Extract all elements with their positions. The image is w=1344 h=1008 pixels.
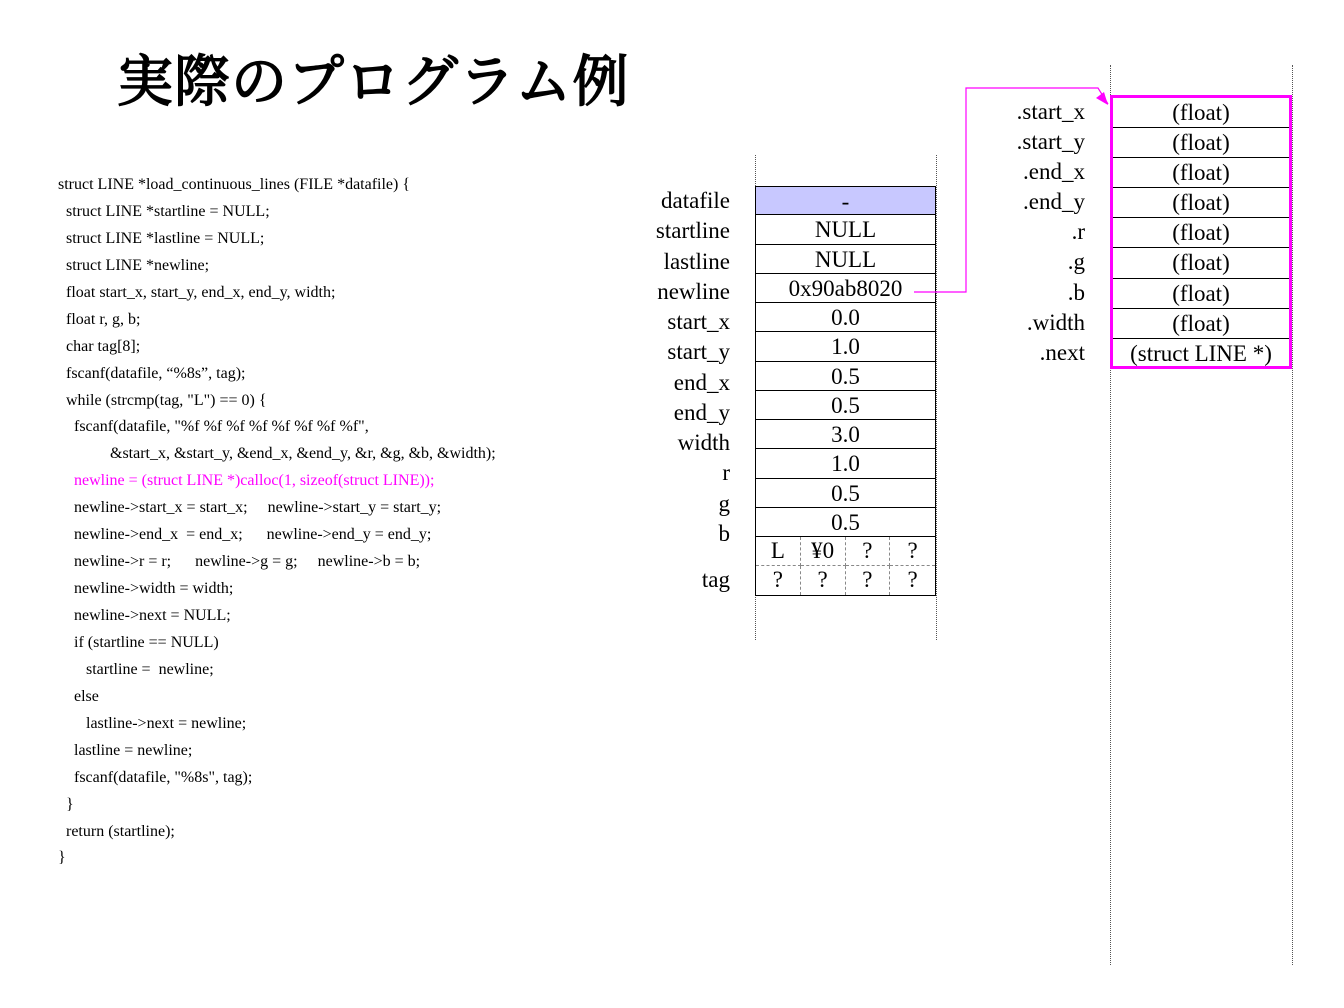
struct-field-type: (float): [1113, 158, 1289, 188]
code-line: newline->end_x = end_x; newline->end_y = end_y;: [58, 526, 432, 544]
code-line: }: [58, 849, 66, 867]
code-line: struct LINE *load_continuous_lines (FILE *datafile) {: [58, 176, 411, 193]
variable-value-cell: NULL: [755, 215, 936, 244]
tag-array-cell: ?: [846, 566, 891, 595]
variable-value-cell: 0x90ab8020: [755, 274, 936, 303]
variable-name: end_x: [673, 369, 730, 395]
struct-field-name: .g: [1067, 249, 1085, 275]
struct-field-name: .next: [1039, 339, 1085, 365]
struct-field-name: .start_x: [1016, 99, 1085, 124]
tag-array-cell: ?: [890, 537, 935, 566]
variable-value-cell: 0.5: [755, 391, 936, 420]
code-line: startline = newline;: [58, 660, 214, 678]
variable-value-cell: 0.5: [755, 362, 936, 391]
struct-field-type: (float): [1113, 128, 1289, 158]
code-line: else: [58, 687, 99, 705]
struct-field-type: (float): [1113, 248, 1289, 278]
struct-field-type: (float): [1113, 218, 1289, 248]
slide-title: 実際のプログラム例: [117, 50, 630, 115]
code-line: struct LINE *startline = NULL;: [58, 202, 270, 220]
code-line: fscanf(datafile, "%f %f %f %f %f %f %f %f",: [58, 418, 369, 436]
variable-value-cell: 1.0: [755, 332, 936, 361]
tag-label: tag: [701, 567, 730, 592]
pointer-arrow-head: [1096, 92, 1108, 105]
struct-field-type: (float): [1113, 188, 1289, 218]
code-line: struct LINE *newline;: [58, 256, 210, 274]
code-line: struct LINE *lastline = NULL;: [58, 229, 265, 247]
code-line: float start_x, start_y, end_x, end_y, width;: [58, 283, 336, 301]
variable-name: width: [677, 430, 730, 455]
code-line: return (startline);: [58, 822, 175, 840]
struct-field-type: (float): [1113, 309, 1289, 339]
variable-name: newline: [657, 278, 730, 304]
code-line: newline->next = NULL;: [58, 607, 231, 624]
variable-value-cell: 3.0: [755, 420, 936, 449]
code-line: &start_x, &start_y, &end_x, &end_y, &r, &g, &b, &width);: [58, 445, 496, 463]
code-line: lastline->next = newline;: [58, 714, 247, 732]
variable-name: lastline: [663, 248, 730, 274]
tag-array-cell: L: [756, 537, 801, 566]
code-line: fscanf(datafile, “%8s”, tag);: [58, 364, 246, 382]
tag-array-cell: ?: [801, 566, 846, 595]
code-line: fscanf(datafile, "%8s", tag);: [58, 768, 253, 786]
variable-value-cell: -: [755, 186, 936, 215]
code-line: while (strcmp(tag, "L") == 0) {: [58, 391, 267, 409]
struct-field-name: .start_y: [1016, 129, 1085, 155]
variable-value-cell: 0.5: [755, 479, 936, 508]
code-line: float r, g, b;: [58, 310, 141, 328]
variable-value-cell: 0.0: [755, 303, 936, 332]
pointer-arrow-line: [914, 88, 1108, 292]
variable-name: datafile: [661, 188, 730, 213]
code-line: char tag[8];: [58, 337, 141, 355]
variable-name: start_y: [667, 339, 730, 365]
tag-array-cell: ?: [846, 537, 891, 566]
variable-name: g: [718, 490, 730, 516]
variable-name: b: [718, 520, 730, 546]
code-line: newline = (struct LINE *)calloc(1, sizeof(struct LINE));: [58, 472, 435, 490]
code-line: newline->start_x = start_x; newline->start_y = start_y;: [58, 499, 442, 517]
variable-value-cell: 1.0: [755, 449, 936, 478]
variable-name: end_y: [673, 399, 730, 425]
code-line: newline->width = width;: [58, 580, 234, 598]
code-line: }: [58, 795, 74, 813]
tag-array-cell: ?: [756, 566, 801, 595]
tag-array-cell: ¥0: [801, 537, 846, 566]
struct-field-type: (float): [1113, 279, 1289, 309]
variable-name: startline: [655, 218, 730, 244]
variable-name: r: [722, 460, 730, 486]
struct-field-name: .r: [1071, 219, 1085, 245]
variable-name: start_x: [667, 309, 730, 334]
struct-field-name: .width: [1026, 309, 1085, 335]
struct-field-name: .b: [1067, 279, 1085, 305]
variable-value-cell: 0.5: [755, 508, 936, 537]
code-line: lastline = newline;: [58, 741, 193, 759]
variable-value-cell: NULL: [755, 245, 936, 274]
tag-array-cell: ?: [907, 567, 918, 592]
struct-field-name: .end_x: [1023, 159, 1085, 185]
struct-field-type: (float): [1113, 98, 1289, 128]
code-line: if (startline == NULL): [58, 633, 219, 651]
struct-field-type: (struct LINE *): [1130, 340, 1272, 366]
code-line: newline->r = r; newline->g = g; newline->b = b;: [58, 553, 421, 571]
struct-field-name: .end_y: [1023, 189, 1085, 215]
